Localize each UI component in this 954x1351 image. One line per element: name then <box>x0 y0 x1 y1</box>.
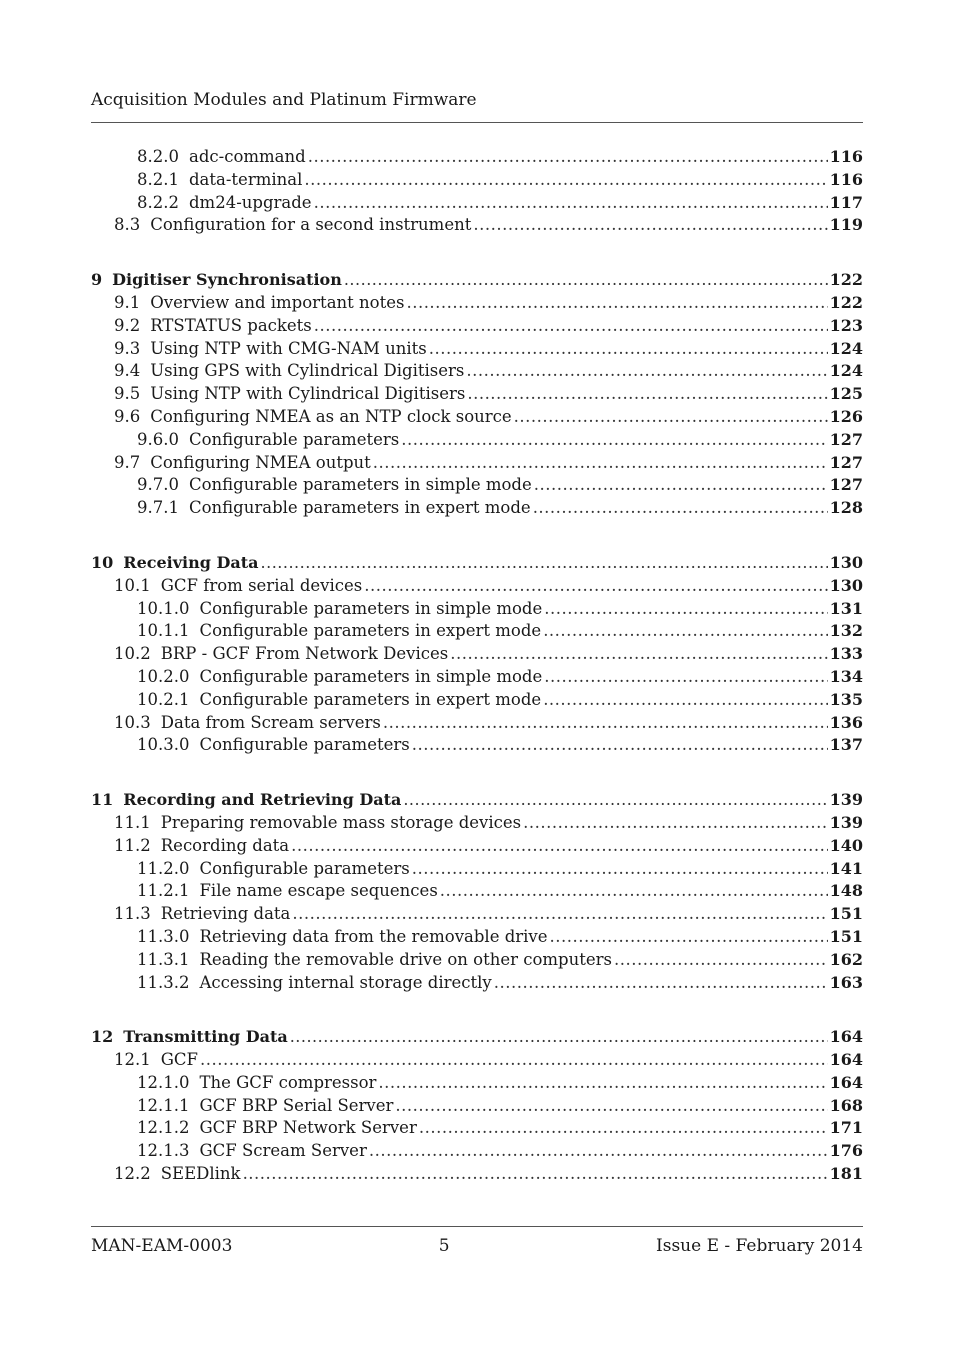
toc-entry-number: 12 <box>91 1027 114 1047</box>
running-footer <box>91 1236 863 1256</box>
toc-entry-page: 127 <box>829 475 863 495</box>
toc-entry[interactable] <box>91 383 863 406</box>
toc-entry-page: 130 <box>829 575 863 595</box>
toc-entry-title: Using GPS with Cylindrical Digitisers <box>150 361 465 381</box>
toc-entry-page: 171 <box>829 1118 863 1138</box>
toc-entry-title: Reading the removable drive on other computers <box>199 949 613 969</box>
dot-leader <box>292 903 827 926</box>
toc-entry-number: 11 <box>91 790 114 810</box>
toc-entry-page: 168 <box>829 1095 863 1115</box>
toc-entry-number: 12.1 <box>114 1050 151 1070</box>
dot-leader <box>523 812 827 835</box>
toc-entry[interactable] <box>91 903 863 926</box>
toc-entry-page: 176 <box>829 1141 863 1161</box>
toc-entry-title: Configurable parameters in expert mode <box>199 689 542 709</box>
toc-entry-number: 8.2.2 <box>137 192 179 212</box>
toc-entry-number: 8.3 <box>114 215 141 235</box>
toc-entry-page: 124 <box>829 361 863 381</box>
toc-entry-number: 9.3 <box>114 338 141 358</box>
toc-entry-page: 164 <box>829 1050 863 1070</box>
toc-entry-page: 122 <box>829 270 863 290</box>
toc-entry-title: Using NTP with CMG-NAM units <box>150 338 427 358</box>
toc-entry[interactable] <box>91 552 863 575</box>
toc-entry[interactable] <box>91 734 863 757</box>
dot-leader <box>395 1095 827 1118</box>
dot-leader <box>419 1117 828 1140</box>
dot-leader <box>550 926 828 949</box>
dot-leader <box>466 360 827 383</box>
toc-entry-title: Configuring NMEA as an NTP clock source <box>150 406 512 426</box>
toc-entry-number: 8.2.1 <box>137 169 179 189</box>
toc-entry-page: 122 <box>829 292 863 312</box>
toc-entry-page: 148 <box>829 881 863 901</box>
page-number: 5 <box>438 1236 450 1256</box>
toc-entry[interactable] <box>91 858 863 881</box>
toc-entry-title: GCF BRP Network Server <box>199 1118 417 1138</box>
toc-entry-page: 140 <box>829 835 863 855</box>
toc-entry[interactable] <box>91 1163 863 1186</box>
toc-entry-page: 135 <box>829 689 863 709</box>
dot-leader <box>314 192 828 215</box>
toc-entry[interactable] <box>91 880 863 903</box>
toc-entry[interactable] <box>91 789 863 812</box>
toc-entry[interactable] <box>91 1095 863 1118</box>
toc-entry-page: 164 <box>829 1072 863 1092</box>
toc-entry-number: 11.1 <box>114 812 151 832</box>
toc-entry[interactable] <box>91 1117 863 1140</box>
toc-entry-title: Digitiser Synchronisation <box>112 270 342 290</box>
toc-entry-title: GCF <box>160 1050 199 1070</box>
toc-entry-number: 9.7.1 <box>137 498 179 518</box>
toc-entry-title: RTSTATUS packets <box>150 315 312 335</box>
toc-entry[interactable] <box>91 452 863 475</box>
dot-leader <box>200 1049 828 1072</box>
toc-entry-page: 125 <box>829 384 863 404</box>
toc-entry[interactable] <box>91 949 863 972</box>
toc-entry-number: 9.7.0 <box>137 475 179 495</box>
toc-entry-number: 10.3.0 <box>137 735 190 755</box>
toc-entry-title: Configurable parameters in expert mode <box>188 498 531 518</box>
toc-entry-number: 12.1.1 <box>137 1095 190 1115</box>
toc-entry-title: Recording data <box>160 835 290 855</box>
toc-entry-number: 12.1.0 <box>137 1072 190 1092</box>
toc-entry[interactable] <box>91 689 863 712</box>
toc-entry-page: 134 <box>829 666 863 686</box>
dot-leader <box>401 429 827 452</box>
dot-leader <box>440 880 828 903</box>
document-id: MAN-EAM-0003 <box>91 1236 233 1256</box>
toc-entry-title: dm24-upgrade <box>188 192 312 212</box>
toc-entry-title: Configurable parameters <box>199 858 410 878</box>
toc-entry-page: 164 <box>829 1027 863 1047</box>
dot-leader <box>290 1026 828 1049</box>
dot-leader <box>614 949 828 972</box>
toc-entry-page: 139 <box>829 790 863 810</box>
toc-entry-number: 12.1.3 <box>137 1141 190 1161</box>
toc-entry[interactable] <box>91 926 863 949</box>
toc-entry[interactable] <box>91 575 863 598</box>
dot-leader <box>412 734 828 757</box>
toc-entry-title: GCF from serial devices <box>160 575 363 595</box>
toc-entry-page: 131 <box>829 598 863 618</box>
toc-entry-title: adc-command <box>188 147 306 166</box>
toc-entry-number: 11.3.1 <box>137 949 190 969</box>
toc-entry-page: 130 <box>829 552 863 572</box>
toc-entry-page: 117 <box>829 192 863 212</box>
dot-leader <box>494 972 828 995</box>
toc-entry-title: The GCF compressor <box>199 1072 377 1092</box>
toc-entry[interactable] <box>91 360 863 383</box>
toc-entry-page: 181 <box>829 1164 863 1184</box>
toc-entry-page: 163 <box>829 972 863 992</box>
dot-leader <box>308 146 828 169</box>
toc-entry-title: GCF Scream Server <box>199 1141 367 1161</box>
toc-entry-number: 11.2.0 <box>137 858 190 878</box>
dot-leader <box>243 1163 828 1186</box>
toc-entry-title: Retrieving data from the removable drive <box>199 926 548 946</box>
toc-entry[interactable] <box>91 1026 863 1049</box>
header-rule <box>91 122 863 123</box>
toc-entry-page: 133 <box>829 644 863 664</box>
toc-entry-number: 11.2.1 <box>137 881 190 901</box>
toc-entry-number: 9.6 <box>114 406 141 426</box>
dot-leader <box>373 452 828 475</box>
toc-entry-page: 136 <box>829 712 863 732</box>
toc-entry-title: Recording and Retrieving Data <box>123 790 402 810</box>
dot-leader <box>429 338 828 361</box>
toc-entry-title: Overview and important notes <box>150 292 405 312</box>
toc-entry-number: 12.1.2 <box>137 1118 190 1138</box>
toc-entry-title: Configurable parameters in simple mode <box>199 666 543 686</box>
issue-date: Issue E - February 2014 <box>656 1236 863 1256</box>
toc-entry[interactable] <box>91 1140 863 1163</box>
toc-entry[interactable] <box>91 598 863 621</box>
toc-entry[interactable] <box>91 1072 863 1095</box>
toc-entry[interactable] <box>91 497 863 520</box>
toc-entry-number: 8.2.0 <box>137 147 179 166</box>
toc-entry-number: 11.2 <box>114 835 151 855</box>
toc-entry-number: 9.1 <box>114 292 141 312</box>
toc-entry-page: 127 <box>829 452 863 472</box>
toc-entry-page: 128 <box>829 498 863 518</box>
toc-entry-number: 10.2.0 <box>137 666 190 686</box>
dot-leader <box>544 666 827 689</box>
toc-entry[interactable] <box>91 712 863 735</box>
running-header: Acquisition Modules and Platinum Firmware <box>91 90 477 110</box>
toc-entry[interactable] <box>91 269 863 292</box>
toc-entry[interactable] <box>91 338 863 361</box>
toc-entry[interactable] <box>91 643 863 666</box>
toc-entry-page: 116 <box>829 169 863 189</box>
toc-entry[interactable] <box>91 1049 863 1072</box>
toc-entry-page: 127 <box>829 429 863 449</box>
toc-entry-number: 12.2 <box>114 1164 151 1184</box>
toc-entry-number: 11.3 <box>114 904 151 924</box>
toc-entry[interactable] <box>91 406 863 429</box>
toc-entry-page: 151 <box>829 904 863 924</box>
dot-leader <box>314 315 828 338</box>
toc-entry-title: Retrieving data <box>160 904 291 924</box>
toc-entry-title: Configurable parameters <box>199 735 410 755</box>
dot-leader <box>369 1140 828 1163</box>
dot-leader <box>291 835 827 858</box>
dot-leader <box>533 497 828 520</box>
toc-entry[interactable] <box>91 214 863 237</box>
dot-leader <box>534 474 828 497</box>
toc-entry-page: 162 <box>829 949 863 969</box>
toc-entry-page: 151 <box>829 926 863 946</box>
toc-entry-title: Using NTP with Cylindrical Digitisers <box>150 384 466 404</box>
toc-entry-number: 9.2 <box>114 315 141 335</box>
toc-entry-number: 10.2.1 <box>137 689 190 709</box>
toc-entry-title: BRP - GCF From Network Devices <box>160 644 449 664</box>
toc-entry-title: Configurable parameters in simple mode <box>199 598 543 618</box>
dot-leader <box>543 620 827 643</box>
toc-entry-page: 123 <box>829 315 863 335</box>
toc-entry-title: data-terminal <box>188 169 303 189</box>
dot-leader <box>543 689 827 712</box>
toc-entry[interactable] <box>91 972 863 995</box>
dot-leader <box>344 269 828 292</box>
toc-entry-title: Configuring NMEA output <box>150 452 371 472</box>
toc-entry-page: 126 <box>829 406 863 426</box>
footer-rule <box>91 1226 863 1227</box>
toc-entry-page: 141 <box>829 858 863 878</box>
toc-entry-number: 9.5 <box>114 384 141 404</box>
dot-leader <box>304 169 827 192</box>
toc-entry-page: 116 <box>829 147 863 166</box>
toc-entry-number: 9 <box>91 270 103 290</box>
toc-entry[interactable] <box>91 192 863 215</box>
toc-entry[interactable] <box>91 835 863 858</box>
toc-entry-page: 132 <box>829 621 863 641</box>
toc-entry-title: Transmitting Data <box>123 1027 288 1047</box>
toc-entry-number: 10.1.0 <box>137 598 190 618</box>
toc-entry[interactable] <box>91 315 863 338</box>
toc-entry-number: 10 <box>91 552 114 572</box>
toc-entry-page: 137 <box>829 735 863 755</box>
table-of-contents <box>91 146 863 1186</box>
toc-entry-page: 124 <box>829 338 863 358</box>
toc-entry-title: Receiving Data <box>123 552 259 572</box>
toc-entry[interactable] <box>91 812 863 835</box>
toc-entry-number: 10.1.1 <box>137 621 190 641</box>
dot-leader <box>261 552 828 575</box>
toc-entry[interactable] <box>91 666 863 689</box>
toc-entry[interactable] <box>91 146 863 169</box>
dot-leader <box>383 712 828 735</box>
toc-entry-title: Configurable parameters in simple mode <box>188 475 532 495</box>
toc-entry-number: 10.2 <box>114 644 151 664</box>
toc-entry-title: SEEDlink <box>160 1164 241 1184</box>
toc-entry[interactable] <box>91 292 863 315</box>
toc-entry-page: 119 <box>829 215 863 235</box>
toc-entry-title: Configurable parameters <box>188 429 400 449</box>
dot-leader <box>378 1072 827 1095</box>
toc-entry[interactable] <box>91 169 863 192</box>
toc-entry-title: Preparing removable mass storage devices <box>160 812 522 832</box>
toc-entry-title: Configuration for a second instrument <box>150 215 472 235</box>
dot-leader <box>406 292 827 315</box>
dot-leader <box>364 575 827 598</box>
toc-entry-number: 10.3 <box>114 712 151 732</box>
toc-entry-number: 9.6.0 <box>137 429 179 449</box>
toc-entry[interactable] <box>91 429 863 452</box>
toc-entry-number: 9.7 <box>114 452 141 472</box>
toc-entry-title: GCF BRP Serial Server <box>199 1095 394 1115</box>
toc-entry[interactable] <box>91 474 863 497</box>
dot-leader <box>473 214 827 237</box>
toc-entry[interactable] <box>91 620 863 643</box>
dot-leader <box>514 406 828 429</box>
dot-leader <box>403 789 827 812</box>
dot-leader <box>467 383 827 406</box>
toc-entry-number: 10.1 <box>114 575 151 595</box>
toc-entry-page: 139 <box>829 812 863 832</box>
toc-entry-number: 11.3.2 <box>137 972 190 992</box>
toc-entry-title: Data from Scream servers <box>160 712 381 732</box>
toc-entry-number: 11.3.0 <box>137 926 190 946</box>
toc-entry-number: 9.4 <box>114 361 141 381</box>
toc-entry-title: File name escape sequences <box>199 881 438 901</box>
dot-leader <box>450 643 827 666</box>
dot-leader <box>412 858 828 881</box>
toc-entry-title: Configurable parameters in expert mode <box>199 621 542 641</box>
toc-entry-title: Accessing internal storage directly <box>199 972 492 992</box>
dot-leader <box>544 598 827 621</box>
